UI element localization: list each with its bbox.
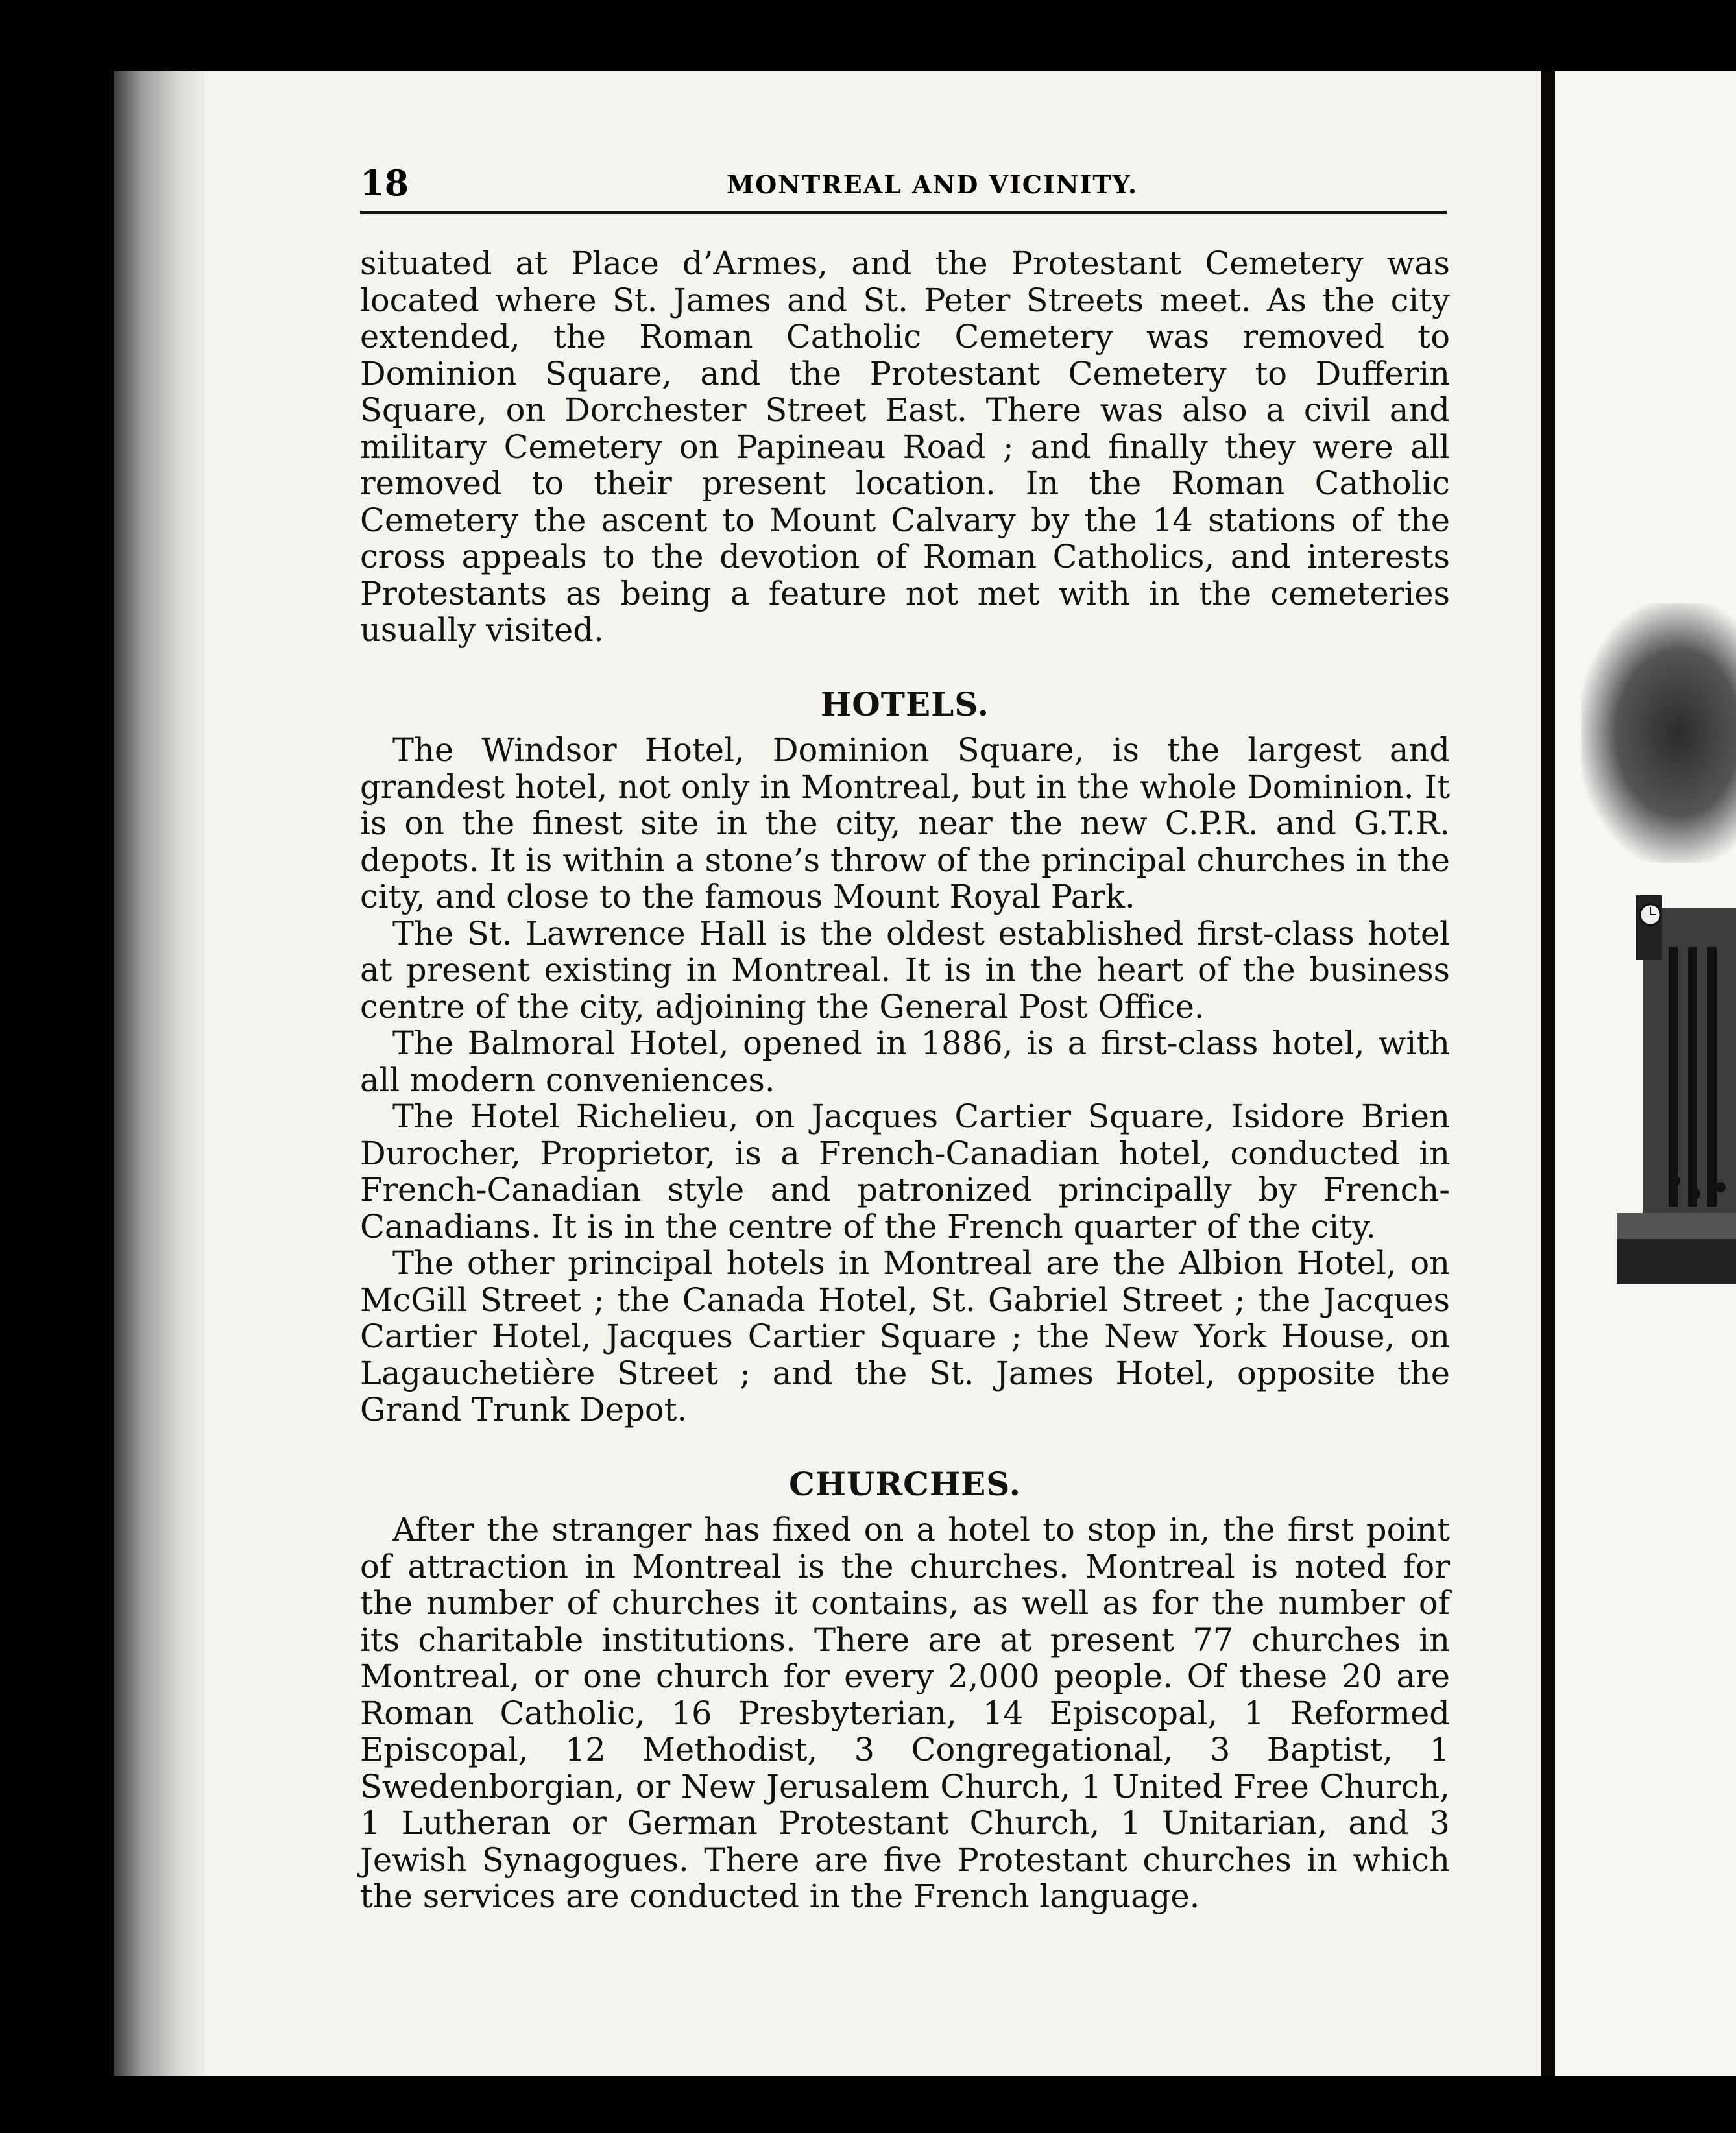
paragraph-richelieu: The Hotel Richelieu, on Jacques Cartier Square, Isidore Brien Durocher, Proprietor, is a French-Canadian hotel, conducted in French-Canadian style and patronized principally by French-Canadians. It is in the centre of the French quarter of the city. — [360, 1098, 1450, 1246]
paragraph-other-hotels: The other principal hotels in Montreal are the Albion Hotel, on McGill Street ; the Canada Hotel, St. Gabriel Street ; the Jacques Cartier Hotel, Jacques Cartier Square ; the New York House, on Lagauchetière Street ; and the St. James Hotel, opposite the Grand Trunk Depot. — [360, 1244, 1450, 1428]
paragraph-churches: After the stranger has fixed on a hotel to stop in, the first point of attraction in Montreal is the churches. Montreal is noted for the number of churches it contains, as well as for the number of its charitable institutions. There are at present 77 churches in Montreal, or one church for every 2,000 people. Of these 20 are Roman Catholic, 16 Presbyterian, 14 Episcopal, 1 Reformed Episcopal, 12 Methodist, 3 Congregational, 3 Baptist, 1 Swedenborgian, or New Jerusalem Church, 1 United Free Church, 1 Lutheran or German Protestant Church, 1 Unitarian, and 3 Jewish Synagogues. There are five Protestant churches in which the services are conducted in the French language. — [360, 1511, 1450, 1915]
hotels-heading: HOTELS. — [820, 684, 989, 723]
paragraph-st-lawrence: The St. Lawrence Hall is the oldest established first-class hotel at present existing in Montreal. It is in the heart of the business centre of the city, adjoining the General Post Office. — [360, 914, 1450, 1026]
engraving-building — [1617, 869, 1736, 1284]
book-binding — [114, 71, 204, 2076]
paragraph-cemeteries: situated at Place d’Armes, and the Protestant Cemetery was located where St. James and St. Peter Streets meet. As the city extended, the Roman Catholic Cemetery was removed to Dominion Square, and the Protestant Cemetery to Dufferin Square, on Dorchester Street East. There was also a civil and military Cemetery on Papineau Road ; and finally they were all removed to their present location. In the Roman Catholic Cemetery the ascent to Mount Calvary by the 14 stations of the cross appeals to the devotion of Roman Catholics, and interests Protestants as being a feature not met with in the cemeteries usually visited. — [360, 245, 1450, 649]
paragraph-balmoral: The Balmoral Hotel, opened in 1886, is a first-class hotel, with all modern conveniences. — [360, 1024, 1450, 1099]
body-text — [360, 245, 1450, 1915]
page-number: 18 — [360, 162, 409, 204]
page-gutter — [1541, 71, 1555, 2076]
facing-page-illustration — [1555, 71, 1736, 2076]
engraving-sky — [1581, 603, 1736, 863]
running-head — [360, 162, 1450, 211]
header-rule — [360, 211, 1447, 214]
paragraph-windsor: The Windsor Hotel, Dominion Square, is the largest and grandest hotel, not only in Montreal, but in the whole Dominion. It is on the finest site in the city, near the new C.P.R. and G.T.R. depots. It is within a stone’s throw of the principal churches in the city, and close to the famous Mount Royal Park. — [360, 731, 1450, 915]
running-title: MONTREAL AND VICINITY. — [727, 170, 1139, 199]
churches-heading: CHURCHES. — [788, 1464, 1022, 1503]
